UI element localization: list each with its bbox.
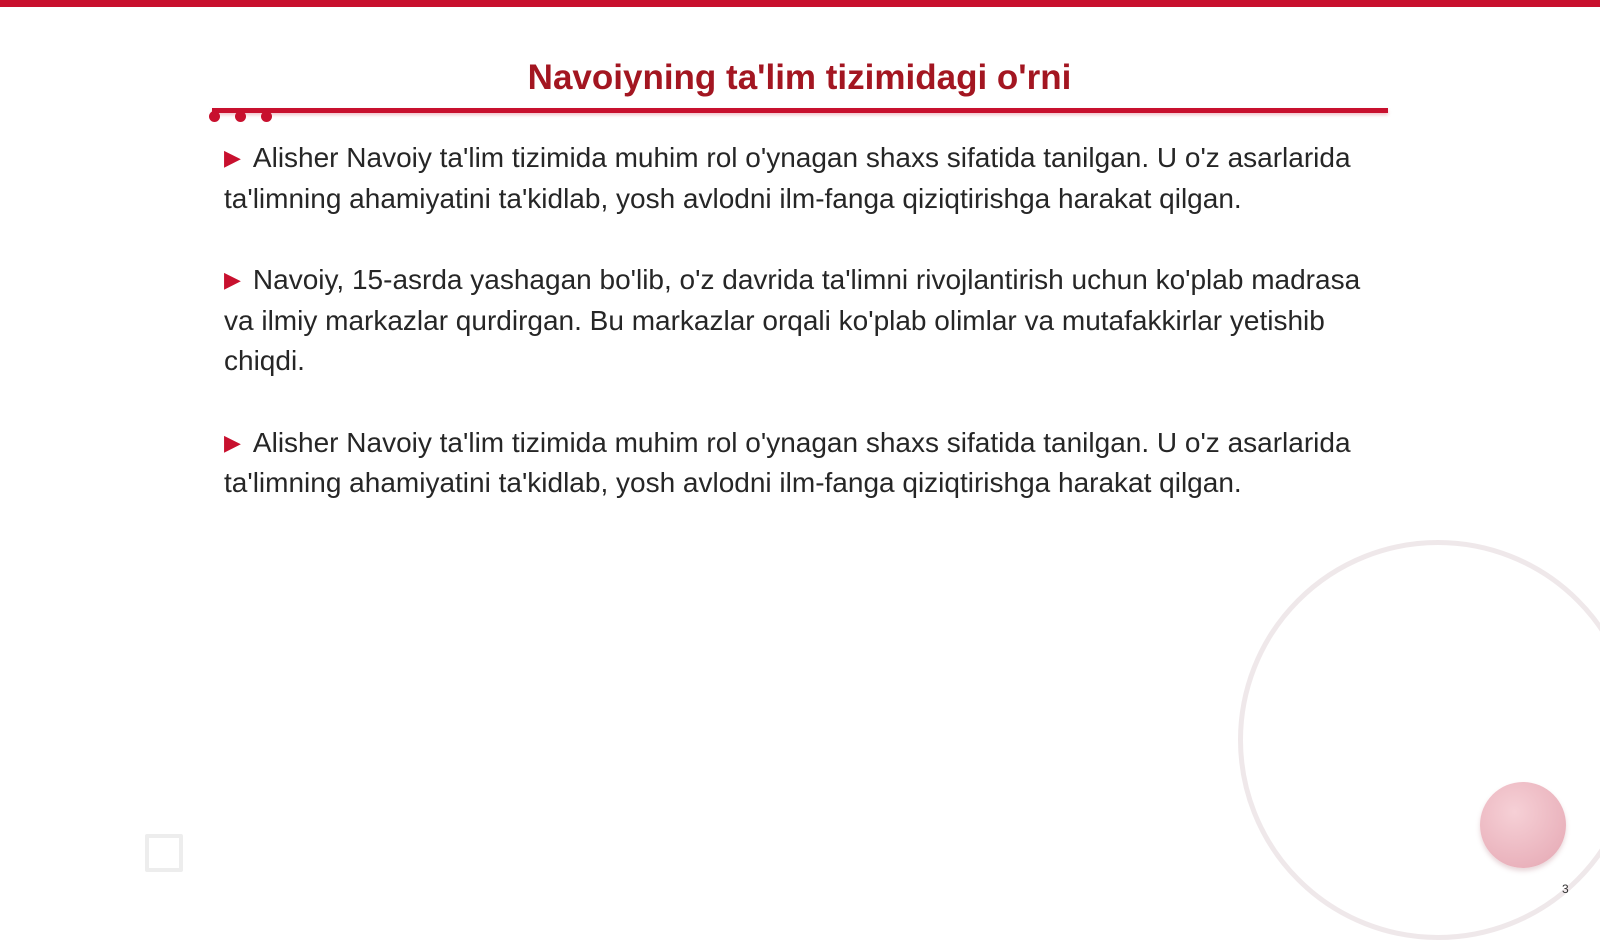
slide-title: Navoiyning ta'lim tizimidagi o'rni [527,58,1072,97]
title-underline [212,108,1388,113]
triangle-right-icon: ▶ [224,145,241,170]
triangle-right-icon: ▶ [224,267,241,292]
decorative-ring [1238,540,1600,940]
paragraph-text: Navoiy, 15-asrda yashagan bo'lib, o'z davrida ta'limni rivojlantirish uchun ko'plab madrasa va ilmiy markazlar qurdirgan. Bu markazlar orqali ko'plab olimlar va mutafakkirlar yetishib chiqdi. [224,264,1361,376]
decorative-dot [261,111,272,122]
paragraph-text: Alisher Navoiy ta'lim tizimida muhim rol o'ynagan shaxs sifatida tanilgan. U o'z asarlarida ta'limning ahamiyatini ta'kidlab, yosh avlodni ilm-fanga qiziqtirishga harakat qilgan. [224,142,1351,214]
decorative-square [145,834,183,872]
triangle-right-icon: ▶ [224,429,241,455]
bullet-paragraph [224,423,1374,504]
bullet-list [224,138,1374,545]
top-accent-bar [0,0,1600,7]
paragraph-text: Alisher Navoiy ta'lim tizimida muhim rol o'ynagan shaxs sifatida tanilgan. U o'z asarlarida ta'limning ahamiyatini ta'kidlab, yosh avlodni ilm-fanga qiziqtirishga harakat qilgan. [224,426,1351,498]
page-number: 3 [1562,882,1569,896]
bullet-paragraph [224,260,1374,382]
decorative-dot [209,111,220,122]
decorative-dot [235,111,246,122]
decorative-circle [1480,782,1566,868]
bullet-paragraph [224,138,1374,219]
